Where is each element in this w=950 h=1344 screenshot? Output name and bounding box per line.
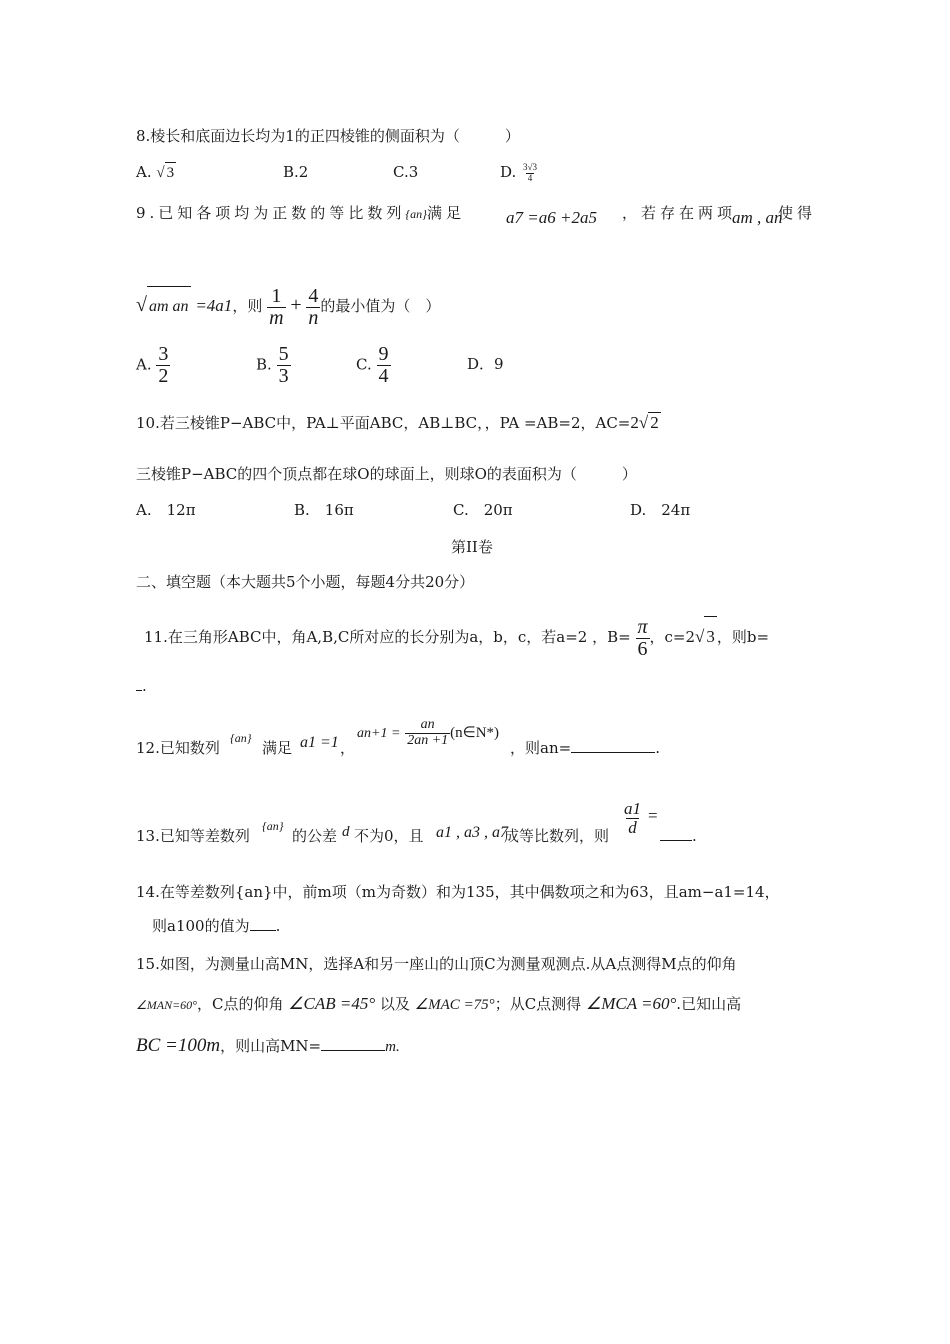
q9-plus: + <box>290 294 302 316</box>
q9-option-b <box>256 344 291 387</box>
q13-text-diff: 的公差 <box>292 827 338 845</box>
q8-option-a-radicand: 3 <box>165 162 177 183</box>
q9-condition: a7 =a6 +2a5 <box>506 208 597 227</box>
fraction-numerator: 1 <box>271 284 282 307</box>
q12-recurrence-lhs: an+1 = <box>357 726 401 741</box>
q10-line2: 三棱锥P−ABC的四个顶点都在球O的球面上，则球O的表面积为（ ） <box>136 465 637 483</box>
q11-text: ，则b= <box>716 628 770 646</box>
q12-sequence: {an} <box>230 731 252 745</box>
q9-text-such-that: 使得 <box>778 204 817 222</box>
q13-text-start: 13.已知等差数列 <box>136 827 250 845</box>
q9-stem-line1 <box>136 203 465 224</box>
fraction-numerator: an <box>420 716 435 732</box>
q9-text: 满足 <box>426 204 465 222</box>
q10-line1 <box>136 412 661 433</box>
q14-line2 <box>152 916 280 936</box>
q12-recurrence <box>357 712 499 754</box>
q9-text-exists: ，若存在两项 <box>622 204 737 222</box>
q12-recurrence-fraction <box>405 718 450 748</box>
q15-height-bc: BC =100m <box>136 1035 221 1056</box>
q9-option-a-fraction <box>156 344 170 387</box>
q15-text: ，C点的仰角 <box>196 995 284 1013</box>
q9-equation: =4a1 <box>195 296 233 315</box>
fraction-denominator: 4 <box>378 365 389 387</box>
answer-blank[interactable] <box>660 826 692 841</box>
option-label: C. <box>356 355 372 374</box>
sqrt-icon: √ <box>156 165 165 181</box>
fraction-denominator: 4 <box>527 172 533 183</box>
q13-text-nonzero: 不为0，且 <box>354 827 424 845</box>
q8-option-c: C.3 <box>393 163 419 181</box>
q12-text: ，则an= <box>510 739 572 757</box>
q13-answer <box>660 826 697 846</box>
section2-heading: 二、填空题（本大题共5个小题，每题4分共20分） <box>136 573 475 591</box>
q15-text: 以及 <box>379 995 410 1013</box>
q9-option-c-fraction <box>377 344 391 387</box>
q9-fraction-4-over-n <box>306 286 320 329</box>
q9-text: 9.已知各项均为正数的等比数列 <box>136 204 406 222</box>
q13-end: . <box>692 827 697 845</box>
option-label: A. <box>136 355 152 374</box>
q14-end: . <box>275 917 281 935</box>
q9-option-c <box>356 344 391 387</box>
fraction-denominator: m <box>269 306 284 329</box>
answer-blank[interactable] <box>321 1036 385 1051</box>
q14-text: 则a100的值为 <box>152 917 250 935</box>
sqrt-icon: √ <box>638 413 649 432</box>
q13-fraction-a1-over-d <box>622 800 643 837</box>
q10-radicand: 2 <box>650 413 659 432</box>
q15-angle-cab: ∠CAB =45° <box>288 994 376 1013</box>
q13-d: d <box>342 824 350 840</box>
q11-text: ，c=2 <box>649 628 696 646</box>
q11-fraction-pi-over-6 <box>635 617 649 660</box>
q15-text: ，则山高MN= <box>220 1037 322 1055</box>
fraction-numerator: π <box>637 615 648 638</box>
fraction-numerator: a1 <box>624 798 641 818</box>
q9-option-a <box>136 344 170 387</box>
sqrt-icon: √ <box>136 294 147 316</box>
fraction-numerator: 4 <box>308 284 319 307</box>
q12-end: . <box>655 739 660 757</box>
q8-options <box>136 162 176 183</box>
q9-option-b-fraction <box>277 344 291 387</box>
q12-text-satisfies: 满足 <box>262 739 293 757</box>
sqrt-icon: √ <box>695 627 705 646</box>
q8-option-d-label: D. <box>500 163 517 181</box>
q9-option-d: D．9 <box>467 355 504 373</box>
q8-option-a-label: A. <box>136 163 152 181</box>
q11-text: 11.在三角形ABC中，角A,B,C所对应的长分别为a，b，c，若a=2 ，B= <box>144 628 631 646</box>
q12-initial: a1 =1 <box>300 734 339 751</box>
q9-text: 的最小值为（ ） <box>320 297 441 315</box>
fraction-denominator: 6 <box>637 637 648 660</box>
q13-equals: = <box>648 806 658 825</box>
fraction-numerator: 5 <box>278 343 289 365</box>
q11-line <box>144 616 769 660</box>
q15-line3 <box>136 1036 400 1057</box>
q10-option-a: A. 12π <box>136 501 196 519</box>
q15-line2 <box>136 994 741 1015</box>
q15-line1: 15.如图，为测量山高MN，选择A和另一座山的山顶C为测量观测点.从A点测得M点的仰角 <box>136 955 737 973</box>
q14-line1: 14.在等差数列{an}中，前m项（m为奇数）和为135，其中偶数项之和为63，且am−a1=14， <box>136 883 780 901</box>
fraction-numerator: 9 <box>378 343 389 365</box>
q13-text-geometric: 成等比数列，则 <box>504 827 610 845</box>
answer-blank[interactable] <box>571 738 655 753</box>
q11-end: . <box>142 677 147 695</box>
q10-option-c: C. 20π <box>453 501 513 519</box>
q9-pair: am , an <box>732 208 783 227</box>
answer-blank[interactable] <box>250 916 276 931</box>
option-label: B. <box>256 355 272 374</box>
q11-radicand: 3 <box>704 616 717 657</box>
fraction-denominator: 2an +1 <box>407 732 449 748</box>
q12-comma: ， <box>340 739 356 757</box>
q13-terms: a1 , a3 , a7 <box>436 824 508 841</box>
q9-sequence: {an} <box>405 207 427 221</box>
q15-unit: m. <box>385 1039 400 1055</box>
q8-option-d-fraction <box>521 163 539 183</box>
q10-option-d: D. 24π <box>630 501 691 519</box>
q15-angle-mac: ∠MAC =75° <box>414 997 495 1013</box>
part2-title: 第II卷 <box>451 538 493 556</box>
q8-option-d <box>500 162 539 183</box>
fraction-denominator: 3 <box>278 365 289 387</box>
q13-fraction <box>622 797 643 837</box>
q10-option-b: B. 16π <box>294 501 354 519</box>
q11-answer-blank[interactable] <box>136 676 147 696</box>
q9-stem-line2 <box>136 285 440 329</box>
q13-sequence: {an} <box>262 819 284 833</box>
q15-angle-man: ∠MAN=60° <box>136 998 197 1012</box>
q10-text: 10.若三棱锥P−ABC中，PA⊥平面ABC，AB⊥BC，，PA =AB=2，AC= <box>136 414 631 432</box>
q15-text: ；从C点测得 <box>494 995 582 1013</box>
fraction-numerator: 3 <box>158 343 169 365</box>
q9-sqrt-radicand: am an <box>147 286 191 327</box>
fraction-denominator: 2 <box>158 365 169 387</box>
fraction-numerator: 3√3 <box>523 162 537 173</box>
q9-text: ，则 <box>232 297 263 315</box>
q8-stem: 8.棱长和底面边长均为1的正四棱锥的侧面积为（ ） <box>136 127 520 145</box>
q8-option-b: B.2 <box>283 163 309 181</box>
q12-recurrence-domain: (n∈N*) <box>450 725 500 741</box>
q10-coefficient: 2 <box>630 413 639 432</box>
fraction-denominator: d <box>628 817 637 837</box>
q15-text: .已知山高 <box>676 995 742 1013</box>
q9-fraction-1-over-m <box>267 286 285 329</box>
q12-answer <box>510 738 660 758</box>
q15-angle-mca: ∠MCA =60° <box>585 994 677 1013</box>
fraction-denominator: n <box>308 306 319 329</box>
q12-text-start: 12.已知数列 <box>136 739 220 757</box>
